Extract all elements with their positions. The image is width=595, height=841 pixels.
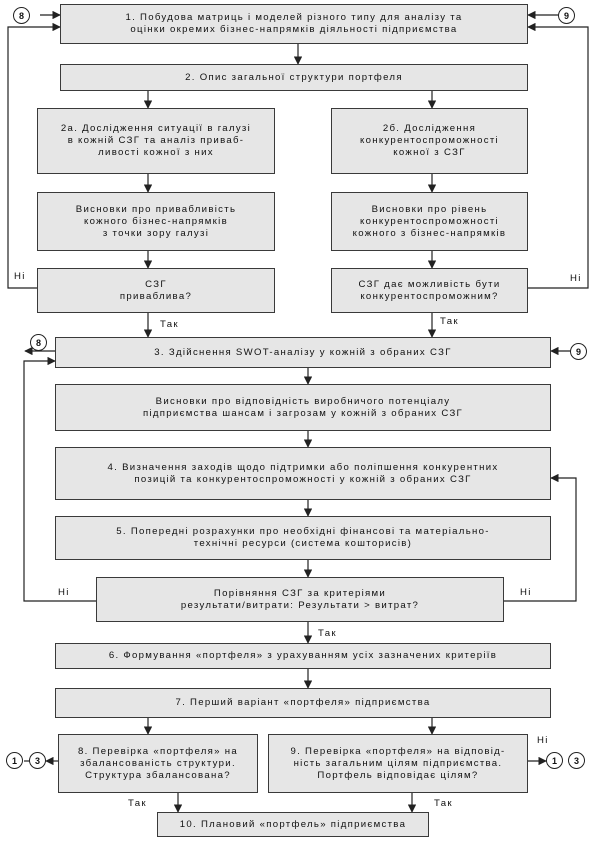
step-2a-text: 2а. Дослідження ситуації в галузі в кожній СЗГ та аналіз приваб- ливості кожної з них <box>60 123 252 158</box>
question-right-text: СЗГ дає можливість бути конкурентоспроможним? <box>358 278 501 302</box>
step-6-box <box>55 643 551 669</box>
compare-question-text: Порівняння СЗГ за критеріями результати/витрати: Результати > витрат? <box>180 587 420 611</box>
arrow-q-right-no <box>528 27 588 288</box>
step-5-box <box>55 516 551 560</box>
no-label-left-question: Ні <box>14 271 26 282</box>
step-8-text: 8. Перевірка «портфеля» на збалансованість структури. Структура збалансована? <box>77 745 239 781</box>
conclusions-right-text: Висновки про рівень конкурентоспроможності кожного з бізнес-напрямків <box>352 203 507 239</box>
connector-9-top: 9 <box>558 7 575 24</box>
question-right-box <box>331 268 528 313</box>
no-label-compare-left: Ні <box>58 587 70 598</box>
step-2-text: 2. Опис загальної структури портфеля <box>185 71 403 83</box>
step-2b-text: 2б. Дослідження конкурентоспроможності кожної з СЗГ <box>360 123 499 158</box>
step-7-box <box>55 688 551 718</box>
step-4-text: 4. Визначення заходів щодо підтримки або поліпшення конкурентних позицій та конкурентоспроможності у кожній з обраних СЗГ <box>107 461 499 485</box>
conclusions-left-box <box>37 192 275 251</box>
no-label-compare-right: Ні <box>520 587 532 598</box>
step-9-box <box>268 734 528 793</box>
step-4-box <box>55 447 551 500</box>
swot-conclusions-text: Висновки про відповідність виробничого потенціалу підприємства шансам і загрозам у кожній з обраних СЗГ <box>142 395 464 419</box>
yes-label-step-8: Так <box>128 798 147 809</box>
step-1-box <box>60 4 528 44</box>
conclusions-left-text: Висновки про привабливість кожного бізнес-напрямків з точки зору галузі <box>75 203 237 239</box>
step-1-text: 1. Побудова матриць і моделей різного типу для аналізу та оцінки окремих бізнес-напрямків діяльності підприємства <box>125 12 463 35</box>
step-5-text: 5. Попередні розрахунки про необхідні фінансові та матеріально- технічні ресурси (система кошторисів) <box>116 526 490 549</box>
step-10-box <box>157 812 429 837</box>
compare-question-box <box>96 577 504 622</box>
step-3-box <box>55 337 551 368</box>
connector-1-right: 1 <box>546 752 563 769</box>
no-label-right-question: Ні <box>570 273 582 284</box>
step-2-box <box>60 64 528 91</box>
conclusions-right-box <box>331 192 528 251</box>
step-7-text: 7. Перший варіант «портфеля» підприємства <box>175 697 431 708</box>
connector-1-left: 1 <box>6 752 23 769</box>
step-6-text: 6. Формування «портфеля» з урахуванням усіх зазначених критеріїв <box>108 650 498 661</box>
connector-8-top: 8 <box>13 7 30 24</box>
step-9-text: 9. Перевірка «портфеля» на відповід- ність загальним цілям підприємства. Портфель відповідає цілям? <box>290 745 506 781</box>
yes-label-compare: Так <box>318 628 337 639</box>
step-2a-box <box>37 108 275 174</box>
step-8-box <box>58 734 258 793</box>
step-2b-box <box>331 108 528 174</box>
connector-9-mid: 9 <box>570 343 587 360</box>
question-left-text: СЗГ приваблива? <box>119 278 193 302</box>
step-3-text: 3. Здійснення SWOT-аналізу у кожній з обраних СЗГ <box>154 346 452 358</box>
connector-3-left: 3 <box>29 752 46 769</box>
connector-3-right: 3 <box>568 752 585 769</box>
yes-label-right-question: Так <box>440 316 459 327</box>
yes-label-step-9: Так <box>434 798 453 809</box>
step-10-text: 10. Плановий «портфель» підприємства <box>179 818 407 830</box>
connector-8-mid: 8 <box>30 334 47 351</box>
question-left-box <box>37 268 275 313</box>
yes-label-left-question: Так <box>160 319 179 330</box>
swot-conclusions-box <box>55 384 551 431</box>
no-label-step-9: Ні <box>537 735 549 746</box>
